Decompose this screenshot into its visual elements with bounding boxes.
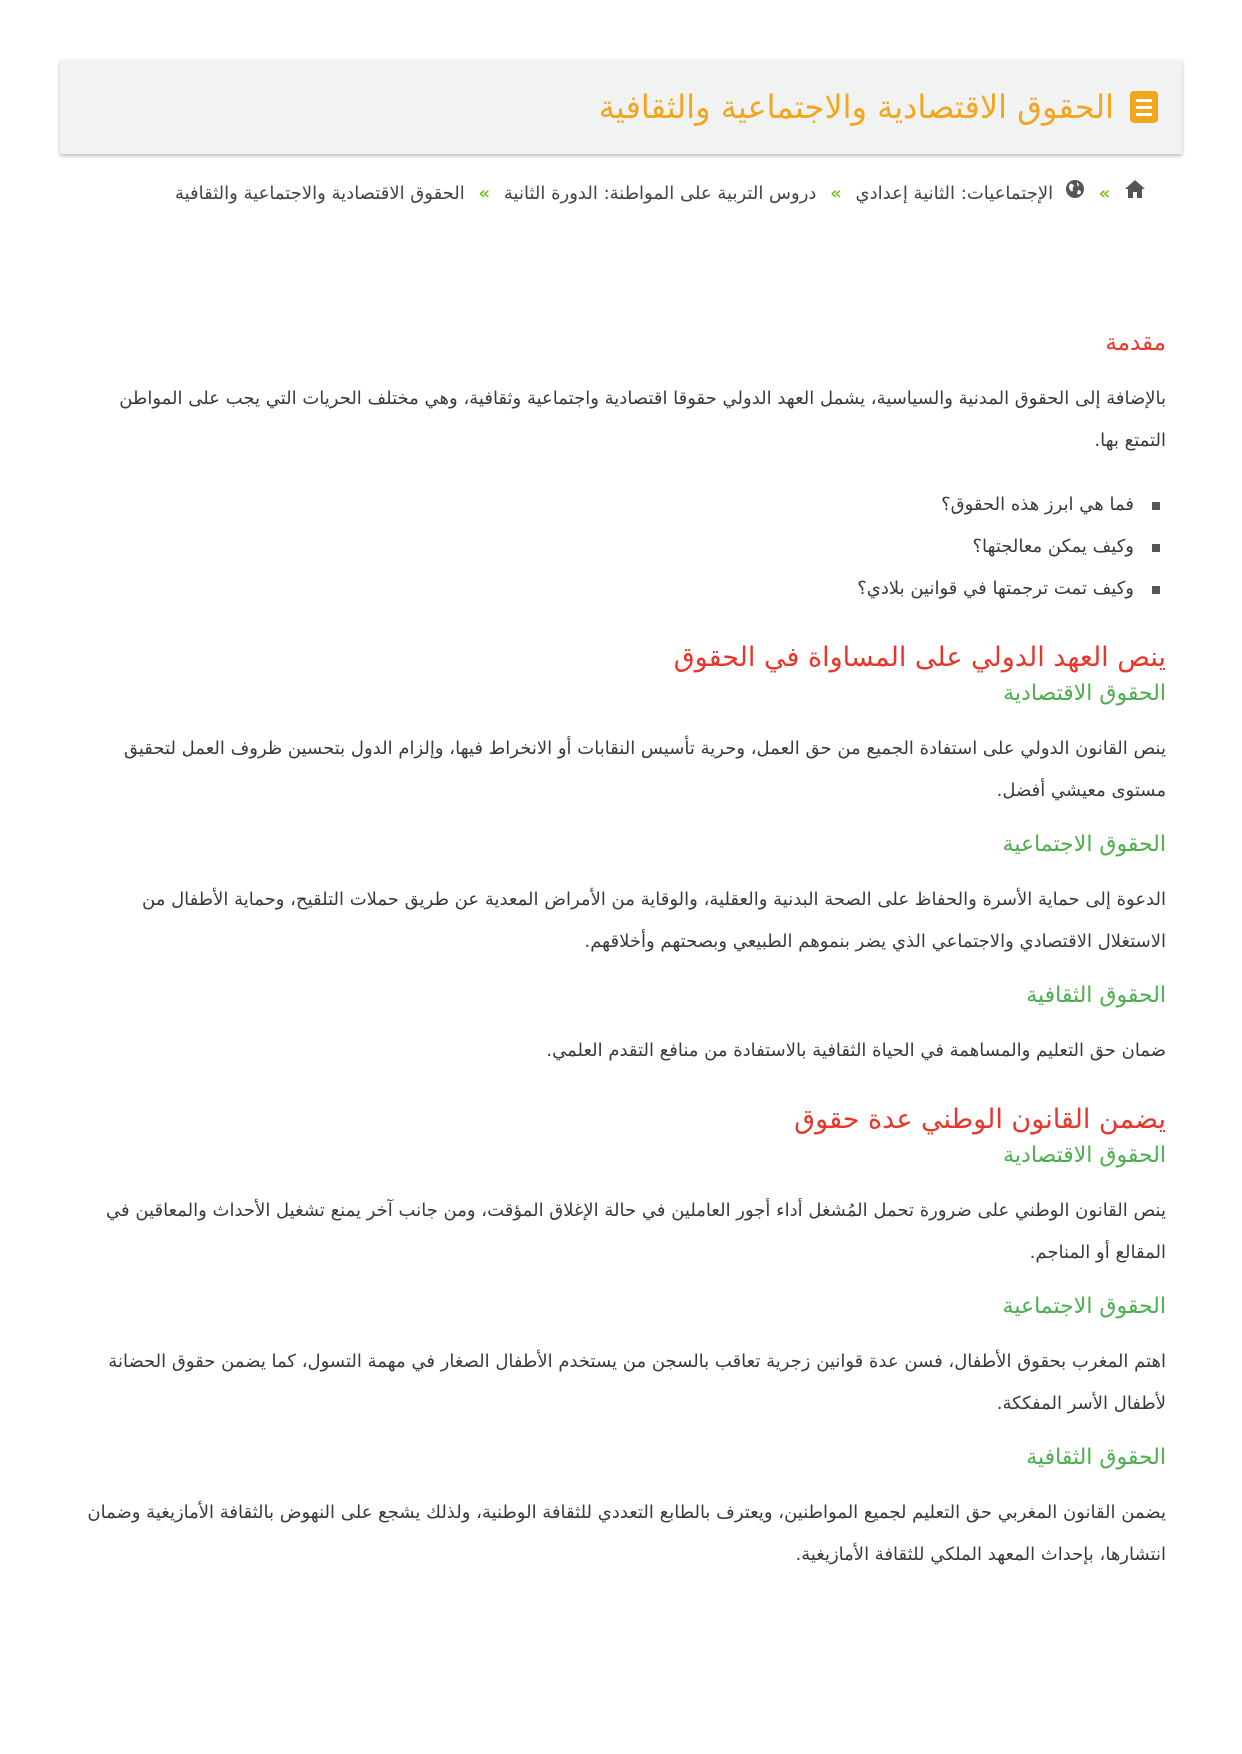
breadcrumb-item-course[interactable]: دروس التربية على المواطنة: الدورة الثانية	[503, 183, 817, 204]
section2-social-heading: الحقوق الاجتماعية	[1002, 1294, 1166, 1319]
article-content	[86, 330, 1166, 1596]
bullet-icon	[1152, 586, 1160, 594]
intro-text: بالإضافة إلى الحقوق المدنية والسياسية، يشمل العهد الدولي حقوقا اقتصادية واجتماعية وثقافية، وهي مختلف الحريات التي يجب على المواطن التمتع بها.	[119, 388, 1166, 451]
globe-icon	[1065, 172, 1085, 216]
section1-cultural-text: ضمان حق التعليم والمساهمة في الحياة الثقافية بالاستفادة من منافع التقدم العلمي.	[546, 1040, 1166, 1061]
section2-social-text: اهتم المغرب بحقوق الأطفال، فسن عدة قوانين زجرية تعاقب بالسجن من يستخدم الأطفال الصغار في مهمة التسول، كما يضمن حقوق الحضانة لأطفال الأسر المفككة.	[108, 1351, 1166, 1414]
page-title: الحقوق الاقتصادية والاجتماعية والثقافية	[598, 88, 1114, 126]
section1-social-heading: الحقوق الاجتماعية	[1002, 832, 1166, 857]
section2-economic-heading: الحقوق الاقتصادية	[1003, 1143, 1166, 1168]
section2-cultural-text: يضمن القانون المغربي حق التعليم لجميع المواطنين، ويعترف بالطابع التعددي للثقافة الوطنية، ولذلك يشجع على النهوض بالثقافة الأمازيغية وضمان انتشارها، بإحداث المعهد الملكي للثقافة الأمازيغية.	[87, 1502, 1166, 1565]
breadcrumb	[116, 172, 1146, 216]
section1-economic-text: ينص القانون الدولي على استفادة الجميع من حق العمل، وحرية تأسيس النقابات أو الانخراط فيها، وإلزام الدول بتحسين ظروف العمل لتحقيق مستوى معيشي أفضل.	[123, 738, 1166, 801]
section2-economic-text: ينص القانون الوطني على ضرورة تحمل المُشغل أداء أجور العاملين في حالة الإغلاق المؤقت، ومن جانب آخر يمنع تشغيل الأحداث والمعاقين في المقالع أو المناجم.	[106, 1200, 1166, 1263]
section1-heading: ينص العهد الدولي على المساواة في الحقوق	[673, 642, 1166, 673]
breadcrumb-item-subject[interactable]: الإجتماعيات: الثانية إعدادي	[855, 183, 1054, 204]
section2-cultural-heading: الحقوق الثقافية	[1026, 1445, 1166, 1470]
list-item: وكيف يمكن معالجتها؟	[86, 526, 1166, 568]
breadcrumb-separator: »	[830, 183, 842, 204]
list-item: فما هي ابرز هذه الحقوق؟	[86, 484, 1166, 526]
breadcrumb-item-current: الحقوق الاقتصادية والاجتماعية والثقافية	[174, 183, 465, 204]
section2-heading: يضمن القانون الوطني عدة حقوق	[794, 1104, 1166, 1135]
bullet-icon	[1152, 502, 1160, 510]
section1-social-text: الدعوة إلى حماية الأسرة والحفاظ على الصحة البدنية والعقلية، والوقاية من الأمراض المعدية عن طريق حملات التلقيح، وحماية الأطفال من الاستغلال الاقتصادي والاجتماعي الذي يضر بنموهم الطبيعي وبصحتهم وأخلاقهم.	[142, 889, 1166, 952]
document-icon	[1130, 91, 1158, 123]
bullet-icon	[1152, 544, 1160, 552]
intro-heading: مقدمة	[1105, 330, 1166, 356]
section1-cultural-heading: الحقوق الثقافية	[1026, 983, 1166, 1008]
home-icon[interactable]	[1124, 172, 1146, 216]
section1-economic-heading: الحقوق الاقتصادية	[1003, 681, 1166, 706]
questions-list	[86, 484, 1166, 610]
list-item: وكيف تمت ترجمتها في قوانين بلادي؟	[86, 568, 1166, 610]
breadcrumb-separator: »	[1098, 183, 1111, 204]
breadcrumb-separator: »	[478, 183, 491, 204]
title-bar	[60, 60, 1182, 154]
